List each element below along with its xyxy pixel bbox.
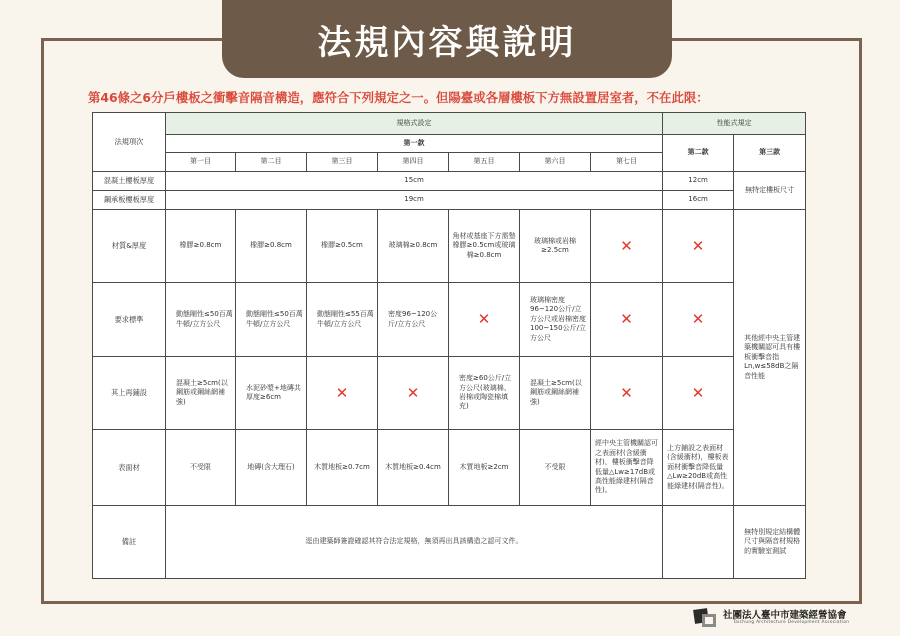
surface-cell: 不受限 <box>166 430 236 506</box>
material-cell: 角材或基座下方需墊橡膠≥0.5cm或玻璃棉≥0.8cm <box>449 210 520 283</box>
regulation-headline: 第46條之6分戶樓板之衝擊音隔音構造，應符合下列規定之一。但陽臺或各層樓板下方無設置居室者，不在此限： <box>88 90 709 105</box>
standard-cell: 動態剛性≤50百萬牛頓/立方公尺 <box>166 283 236 357</box>
overlay-cell: 混凝土≥5cm(以鋼筋或鋼絲網補強) <box>520 357 591 430</box>
clause1-header: 第一款 <box>166 135 663 153</box>
no-thickness-note: 無特定樓板尺寸 <box>734 172 806 210</box>
page-title: 法規內容與說明 <box>222 0 672 78</box>
performance-header: 性能式規定 <box>663 113 806 135</box>
clause2-header: 第二款 <box>663 135 734 172</box>
item-header: 第七目 <box>591 153 663 172</box>
concrete-thickness-value: 15cm <box>166 172 663 191</box>
prescriptive-header: 規格式設定 <box>166 113 663 135</box>
standard-label: 要求標準 <box>93 283 166 357</box>
org-logo <box>693 604 893 632</box>
surface-cell: 地磚(含大理石) <box>236 430 307 506</box>
deck-thickness-label: 鋼承板樓板厚度 <box>93 191 166 210</box>
reg-item-label: 法規項次 <box>93 113 166 172</box>
deck-thickness-value: 19cm <box>166 191 663 210</box>
cross-icon: ✕ <box>663 357 734 430</box>
cross-icon: ✕ <box>591 283 663 357</box>
surface-cell: 木質地板≥0.4cm <box>378 430 449 506</box>
item-header: 第三目 <box>307 153 378 172</box>
org-name: 社團法人臺中市建築經營協會 <box>723 610 847 621</box>
remark-label: 備註 <box>93 506 166 579</box>
item-header: 第五目 <box>449 153 520 172</box>
material-cell: 橡膠≥0.8cm <box>236 210 307 283</box>
item-header: 第一目 <box>166 153 236 172</box>
cross-icon: ✕ <box>591 357 663 430</box>
remark-clause3: 無特別規定結構體尺寸與隔音材規格的實驗室測試 <box>734 506 806 579</box>
material-cell: 玻璃棉或岩棉≥2.5cm <box>520 210 591 283</box>
overlay-cell: 水泥砂漿+地磚共厚度≥6cm <box>236 357 307 430</box>
cross-icon: ✕ <box>663 210 734 283</box>
cross-icon: ✕ <box>378 357 449 430</box>
org-name-en: Taichung Architecture Development Association <box>733 620 850 625</box>
cross-icon: ✕ <box>449 283 520 357</box>
standard-cell: 動態剛性≤55百萬牛頓/立方公尺 <box>307 283 378 357</box>
surface-clause2: 上方鋪設之表面材(含緩衝材)，樓板表面材衝擊音降低量△Lw≥20dB或高性能綠建材(隔音性)。 <box>663 430 734 506</box>
surface-label: 表面材 <box>93 430 166 506</box>
remark-clause2 <box>663 506 734 579</box>
surface-cell: 經中央主管機關認可之表面材(含緩衝材)，樓板衝擊音降低量△Lw≥17dB或高性能綠建材(隔音性)。 <box>591 430 663 506</box>
concrete-thickness-clause2: 12cm <box>663 172 734 191</box>
material-cell: 橡膠≥0.5cm <box>307 210 378 283</box>
cross-icon: ✕ <box>663 283 734 357</box>
surface-cell: 木質地板≥2cm <box>449 430 520 506</box>
standard-cell: 玻璃棉密度96~120公斤/立方公尺或岩棉密度100~150公斤/立方公尺 <box>520 283 591 357</box>
material-label: 材質&厚度 <box>93 210 166 283</box>
standard-cell: 動態剛性≤50百萬牛頓/立方公尺 <box>236 283 307 357</box>
clause3-header: 第三款 <box>734 135 806 172</box>
surface-cell: 不受限 <box>520 430 591 506</box>
standard-cell: 密度96~120公斤/立方公尺 <box>378 283 449 357</box>
deck-thickness-clause2: 16cm <box>663 191 734 210</box>
cross-icon: ✕ <box>307 357 378 430</box>
regulation-table <box>92 112 806 579</box>
overlay-label: 其上再鋪設 <box>93 357 166 430</box>
item-header: 第二目 <box>236 153 307 172</box>
clause3-text: 其他經中央主管建築機關認可具有樓板衝擊音指Ln,w≤58dB之隔音性能 <box>734 210 806 506</box>
material-cell: 橡膠≥0.8cm <box>166 210 236 283</box>
concrete-thickness-label: 混凝土樓板厚度 <box>93 172 166 191</box>
overlay-cell: 混凝土≥5cm(以鋼筋或鋼絲網補強) <box>166 357 236 430</box>
remark-text: 逕由建築師簽證確認其符合法定規格，無須再出具該構造之認可文件。 <box>166 506 663 579</box>
item-header: 第六目 <box>520 153 591 172</box>
cross-icon: ✕ <box>591 210 663 283</box>
item-header: 第四目 <box>378 153 449 172</box>
overlay-cell: 密度≥60公斤/立方公尺(玻璃棉、岩棉或陶瓷棉填充) <box>449 357 520 430</box>
org-logo-icon <box>693 607 719 629</box>
material-cell: 玻璃棉≥0.8cm <box>378 210 449 283</box>
surface-cell: 木質地板≥0.7cm <box>307 430 378 506</box>
